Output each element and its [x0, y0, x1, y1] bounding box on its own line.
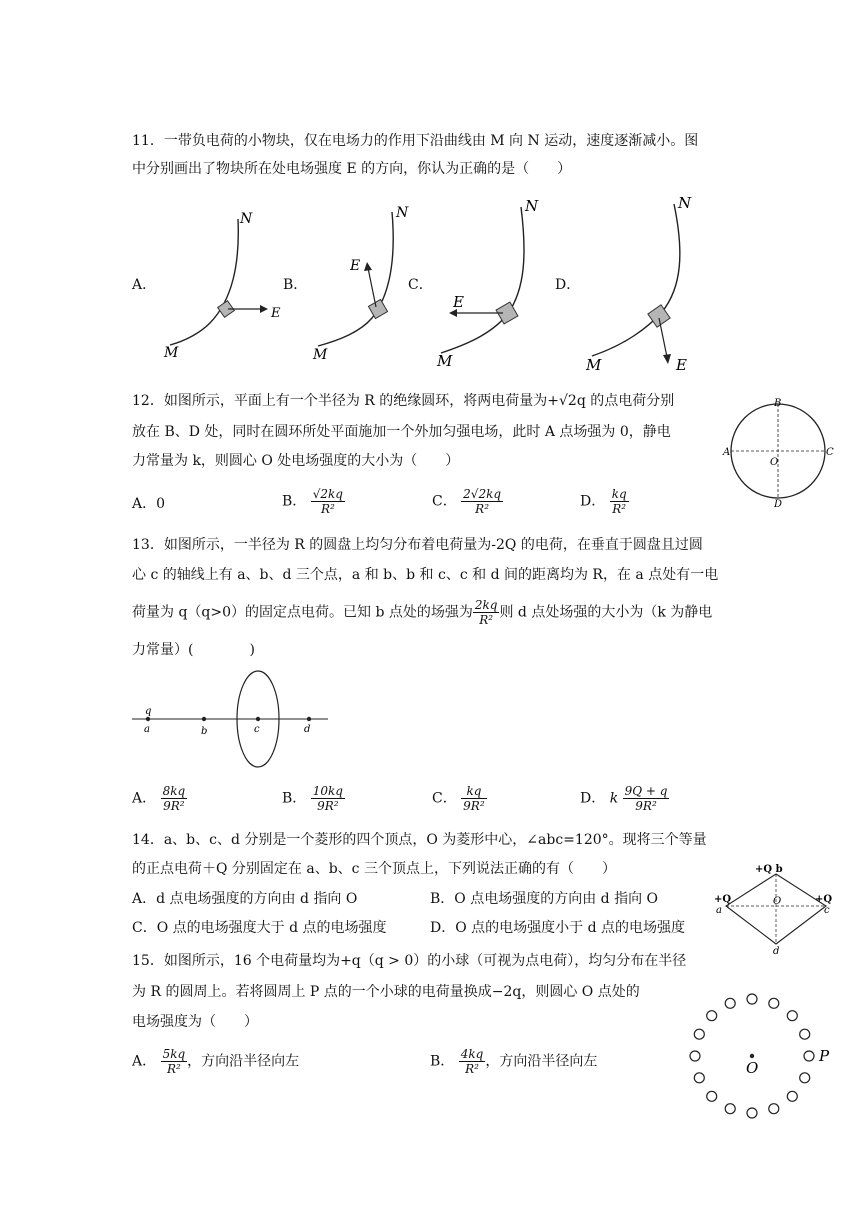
q13-option-c-fraction: $\frac{kq}{\text{9R²}}$: [463, 784, 485, 813]
q12-option-b-label: B．: [282, 493, 307, 510]
q13-option-a-label: A．: [132, 790, 157, 807]
q11-b-label-e: E: [350, 258, 361, 274]
q15-charge: [707, 1011, 717, 1021]
q11-c-label-m: M: [437, 352, 453, 370]
q11-stem-line1: 11．一带负电荷的小物块，仅在电场力的作用下沿曲线由 M 向 N 运动，速度逐渐减小。图: [132, 133, 699, 149]
q12-option-a[interactable]: A．0: [132, 496, 166, 512]
q14-label-a: a: [716, 905, 722, 916]
q13-option-a-fraction: $\frac{8kq}{\text{9R²}}$: [162, 784, 186, 813]
q13-line3-fraction: $\frac{2kq}{\text{R²}}$: [474, 598, 498, 627]
q11-b-label-n: N: [396, 205, 409, 221]
q11-option-b-label[interactable]: B．: [283, 277, 308, 293]
q15-charge: [800, 1029, 810, 1039]
q13-option-c-label: C．: [432, 790, 457, 807]
q13-label-c: c: [254, 724, 260, 735]
q11-option-d-label: D．: [555, 277, 581, 293]
q13-option-d-label: D．: [580, 790, 606, 807]
q15-charge: [707, 1091, 717, 1101]
q15-option-a[interactable]: [132, 1047, 299, 1076]
q12-label-o: O: [770, 457, 779, 468]
q11-a-label-e: E: [271, 306, 281, 321]
q12-stem-line1: 12．如图所示，平面上有一个半径为 R 的绝缘圆环，将两电荷量为+√2q 的点电荷分别: [132, 393, 675, 409]
q13-label-q: q: [145, 706, 152, 717]
q15-charge: [747, 1108, 757, 1118]
q11-option-a-label[interactable]: A．: [132, 277, 157, 293]
q12-option-c[interactable]: [432, 487, 503, 516]
q14-label-c: c: [824, 905, 830, 916]
q11-option-c-label[interactable]: C．: [408, 277, 433, 293]
q12-label-a: A: [723, 447, 731, 458]
q13-option-c[interactable]: [432, 784, 487, 813]
q12-label-b: B: [774, 398, 782, 409]
q15-charge: [725, 1104, 735, 1114]
q13-option-d-k: k: [609, 790, 619, 807]
q13-axis-figure: [132, 668, 342, 773]
q12-stem-line2: 放在 B、D 处，同时在圆环所处平面施加一个外加匀强电场，此时 A 点场强为 0，静电: [132, 424, 671, 440]
q13-line3-pre: 荷量为 q（q>0）的固定点电荷。已知 b 点处的场强为: [132, 604, 473, 621]
q15-charge: [800, 1073, 810, 1083]
q14-stem-line2: 的正点电荷＋Q 分别固定在 a、b、c 三个顶点上，下列说法正确的有（ ）: [132, 861, 616, 877]
q14-option-c[interactable]: C．O 点的电场强度大于 d 点的电场强度: [132, 920, 387, 936]
q15-label-o: O: [746, 1059, 759, 1077]
q15-charge: [694, 1073, 704, 1083]
q13-option-a[interactable]: [132, 784, 187, 813]
q12-circle-figure: [720, 393, 840, 511]
q14-label-d: d: [773, 946, 780, 957]
q12-stem-line3: 力常量为 k，则圆心 O 处电场强度的大小为（ ）: [132, 453, 460, 469]
q13-stem-line1: 13．如图所示，一半径为 R 的圆盘上均匀分布着电荷量为-2Q 的电荷，在垂直于圆盘且过圆: [132, 537, 703, 553]
q14-stem-line1: 14．a、b、c、d 分别是一个菱形的四个顶点，O 为菱形中心，∠abc=120°。现将三个等量: [132, 832, 707, 848]
q14-label-qb: +Q b: [755, 864, 783, 875]
q12-option-d-label: D．: [580, 493, 606, 510]
q13-option-b-fraction: $\frac{10kq}{\text{9R²}}$: [312, 784, 343, 813]
q12-option-c-label: C．: [432, 493, 457, 510]
q11-figure-a: [160, 205, 290, 365]
q11-a-label-n: N: [240, 211, 253, 227]
q14-label-qa: +Q: [714, 894, 732, 905]
q15-option-b-direction: ，方向沿半径向左: [485, 1053, 598, 1070]
q15-option-b[interactable]: [430, 1047, 597, 1076]
q13-label-a: a: [144, 724, 150, 735]
q15-stem-line1: 15．如图所示，16 个电荷量均为+q（q > 0）的小球（可视为点电荷），均匀分布在半径: [132, 953, 687, 969]
q13-label-d: d: [304, 724, 311, 735]
q15-stem-line3: 电场强度为（ ）: [132, 1014, 258, 1030]
q15-charge: [787, 1011, 797, 1021]
q13-line3-post: 则 d 点处场强的大小为（k 为静电: [499, 604, 713, 621]
q14-option-b[interactable]: B．O 点电场强度的方向由 d 指向 O: [430, 891, 659, 907]
q15-stem-line2: 为 R 的圆周上。若将圆周上 P 点的一个小球的电荷量换成−2q，则圆心 O 点处的: [132, 984, 640, 1000]
q11-d-label-n: N: [678, 194, 692, 212]
q11-b-label-m: M: [313, 347, 328, 363]
q11-c-label-e: E: [453, 293, 464, 311]
q14-rhombus-figure: [712, 860, 840, 956]
q11-d-label-m: M: [586, 356, 602, 374]
q15-charge-p: [804, 1051, 814, 1061]
q14-option-a[interactable]: A．d 点电场强度的方向由 d 指向 O: [132, 891, 358, 907]
q13-stem-line4: 力常量）( ): [132, 642, 255, 658]
q12-option-d[interactable]: [580, 487, 629, 516]
q12-option-b-fraction: $\frac{√2kq}{\text{R²}}$: [312, 487, 343, 516]
q15-charge: [769, 998, 779, 1008]
q13-stem-line2: 心 c 的轴线上有 a、b、d 三个点，a 和 b、b 和 c、c 和 d 间的距离均为 R，在 a 点处有一电: [132, 567, 719, 583]
q11-a-label-m: M: [164, 345, 179, 361]
q12-label-d: D: [774, 499, 783, 510]
q11-d-label-e: E: [676, 356, 687, 374]
q14-option-d[interactable]: D．O 点的电场强度小于 d 点的电场强度: [430, 920, 686, 936]
q15-charge: [694, 1029, 704, 1039]
q13-option-d[interactable]: [580, 784, 669, 813]
q15-charge: [769, 1104, 779, 1114]
q15-charge: [747, 994, 757, 1004]
q14-label-qc: +Q: [815, 894, 833, 905]
q15-charge: [690, 1051, 700, 1061]
q11-figure-c: [435, 195, 565, 370]
q12-option-b[interactable]: [282, 487, 345, 516]
q12-option-c-fraction: $\frac{2√2kq}{\text{R²}}$: [463, 487, 502, 516]
q14-label-o: O: [773, 896, 782, 907]
q15-option-a-fraction: $\frac{5kq}{\text{R²}}$: [162, 1047, 186, 1076]
q11-stem-line2: 中分别画出了物块所在处电场强度 E 的方向，你认为正确的是（ ）: [132, 161, 572, 177]
q15-charge: [725, 998, 735, 1008]
q12-option-d-fraction: $\frac{kq}{\text{R²}}$: [611, 487, 627, 516]
q15-charge: [787, 1091, 797, 1101]
q15-label-p: P: [819, 1047, 830, 1065]
q15-ring-figure: [680, 985, 840, 1125]
q15-option-b-fraction: $\frac{4kq}{\text{R²}}$: [460, 1047, 484, 1076]
q15-option-a-direction: ，方向沿半径向左: [187, 1053, 300, 1070]
q11-figure-d: [582, 192, 712, 374]
q13-option-b-label: B．: [282, 790, 307, 807]
q11-figure-b: [310, 200, 430, 365]
q13-option-d-fraction: $\frac{9Q + q}{\text{9R²}}$: [624, 784, 668, 813]
q15-option-b-label: B．: [430, 1053, 455, 1070]
q13-label-b: b: [201, 726, 208, 737]
q12-label-c: C: [826, 447, 834, 458]
q13-stem-line3: [132, 598, 712, 627]
q13-option-b[interactable]: [282, 784, 345, 813]
q15-option-a-label: A．: [132, 1053, 157, 1070]
q11-c-label-n: N: [525, 197, 539, 215]
